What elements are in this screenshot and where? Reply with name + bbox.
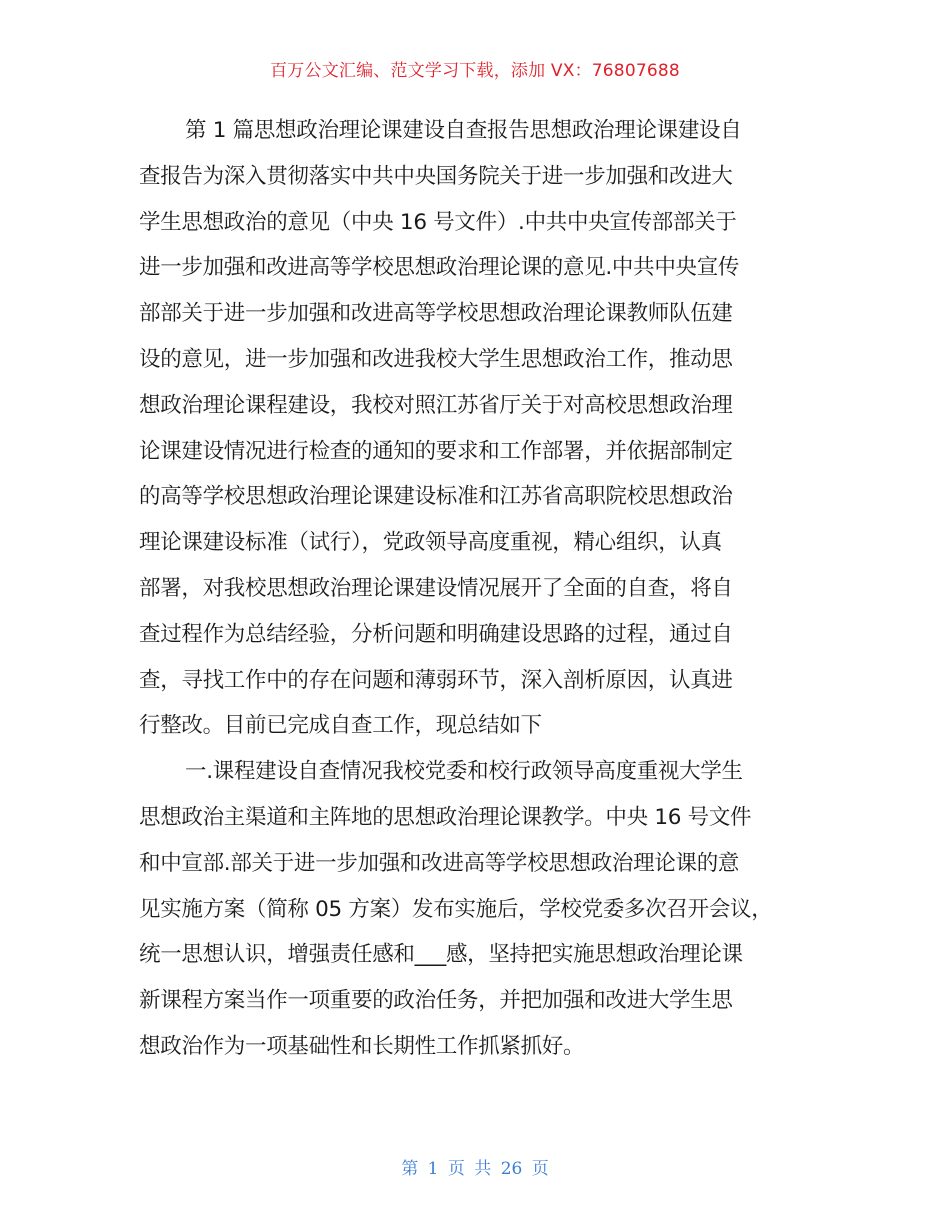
text-line: 思想政治主渠道和主阵地的思想政治理论课教学。中央 16 号文件 — [139, 804, 752, 830]
text-line: 想政治理论课程建设，我校对照江苏省厅关于对高校思想政治理 — [139, 392, 733, 418]
text-line: 统一思想认识，增强责任感和___感，坚持把实施思想政治理论课 — [139, 942, 743, 968]
document-body — [139, 108, 819, 1070]
paragraph-1 — [139, 108, 819, 749]
paragraph-2 — [139, 749, 819, 1070]
text-line: 进一步加强和改进高等学校思想政治理论课的意见.中共中央宣传 — [139, 255, 740, 281]
text-line: 和中宣部.部关于进一步加强和改进高等学校思想政治理论课的意 — [139, 850, 740, 876]
text-line: 查，寻找工作中的存在问题和薄弱环节，深入剖析原因，认真进 — [139, 667, 733, 693]
text-line: 想政治作为一项基础性和长期性工作抓紧抓好。 — [139, 1033, 585, 1059]
text-line: 部部关于进一步加强和改进高等学校思想政治理论课教师队伍建 — [139, 301, 733, 327]
text-line: 见实施方案（简称 05 方案）发布实施后，学校党委多次召开会议， — [139, 896, 773, 922]
text-line: 行整改。目前已完成自查工作，现总结如下 — [139, 713, 542, 739]
text-line: 查过程作为总结经验，分析问题和明确建设思路的过程，通过自 — [139, 621, 733, 647]
text-line: 新课程方案当作一项重要的政治任务，并把加强和改进大学生思 — [139, 988, 733, 1014]
text-line: 论课建设情况进行检查的通知的要求和工作部署，并依据部制定 — [139, 438, 733, 464]
text-line: 第 1 篇思想政治理论课建设自查报告思想政治理论课建设自 — [185, 118, 742, 143]
text-line: 理论课建设标准（试行），党政领导高度重视，精心组织，认真 — [139, 530, 722, 556]
header-banner: 百万公文汇编、范文学习下载，添加 VX：76807688 — [270, 61, 680, 81]
text-line: 的高等学校思想政治理论课建设标准和江苏省高职院校思想政治 — [139, 484, 733, 510]
page-indicator: 第 1 页 共 26 页 — [401, 1159, 549, 1179]
text-line: 部署，对我校思想政治理论课建设情况展开了全面的自查，将自 — [139, 575, 733, 601]
text-line: 查报告为深入贯彻落实中共中央国务院关于进一步加强和改进大 — [139, 163, 733, 189]
text-line: 学生思想政治的意见（中央 16 号文件）.中共中央宣传部部关于 — [139, 209, 737, 235]
text-line: 一.课程建设自查情况我校党委和校行政领导高度重视大学生 — [185, 759, 743, 785]
text-line: 设的意见，进一步加强和改进我校大学生思想政治工作，推动思 — [139, 346, 733, 372]
